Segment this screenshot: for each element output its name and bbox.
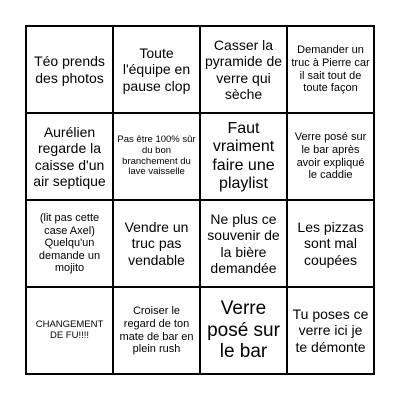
bingo-cell[interactable]: Faut vraiment faire une playlist <box>200 113 287 200</box>
bingo-cell[interactable]: Casser la pyramide de verre qui sèche <box>200 26 287 113</box>
bingo-cell[interactable]: Vendre un truc pas vendable <box>113 200 200 287</box>
bingo-cell[interactable]: (lit pas cette case Axel) Quelqu'un demande un mojito <box>26 200 113 287</box>
bingo-cell[interactable]: Les pizzas sont mal coupées <box>287 200 374 287</box>
bingo-cell[interactable]: Ne plus ce souvenir de la bière demandée <box>200 200 287 287</box>
bingo-cell[interactable]: Verre posé sur le bar après avoir expliqué le caddie <box>287 113 374 200</box>
bingo-cell[interactable]: Croiser le regard de ton mate de bar en plein rush <box>113 287 200 374</box>
bingo-cell[interactable]: Pas être 100% sûr du bon branchement du lave vaisselle <box>113 113 200 200</box>
bingo-cell[interactable]: Verre posé sur le bar <box>200 287 287 374</box>
bingo-cell[interactable]: Aurélien regarde la caisse d'un air septique <box>26 113 113 200</box>
bingo-board <box>25 25 375 375</box>
bingo-row <box>26 287 374 374</box>
bingo-cell[interactable]: Toute l'équipe en pause clop <box>113 26 200 113</box>
bingo-cell[interactable]: Téo prends des photos <box>26 26 113 113</box>
bingo-cell[interactable]: Demander un truc à Pierre car il sait tout de toute façon <box>287 26 374 113</box>
bingo-cell[interactable]: CHANGEMENT DE FU!!!! <box>26 287 113 374</box>
bingo-cell[interactable]: Tu poses ce verre ici je te démonte <box>287 287 374 374</box>
bingo-row <box>26 113 374 200</box>
bingo-row <box>26 200 374 287</box>
bingo-row <box>26 26 374 113</box>
